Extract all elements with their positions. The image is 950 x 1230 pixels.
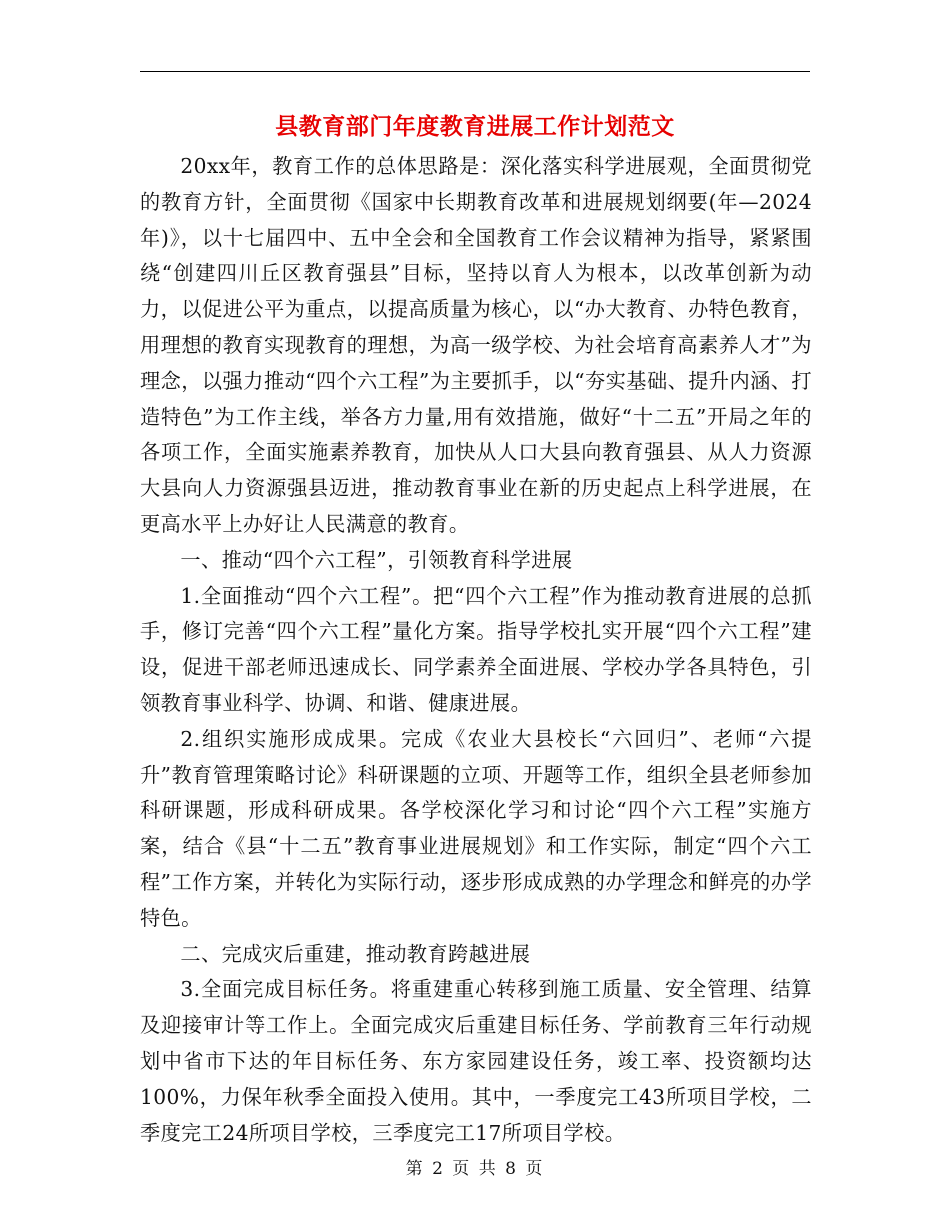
item-paragraph-3: 3.全面完成目标任务。将重建重心转移到施工质量、安全管理、结算及迎接审计等工作上。全面完成灾后重建目标任务、学前教育三年行动规划中省市下达的年目标任务、东方家园建设任务，竣工率、投资额均达100%，力保年秋季全面投入使用。其中，一季度完工43所项目学校，二季度完工24所项目学校，三季度完工17所项目学校。	[140, 977, 812, 1145]
item-paragraph-1: 1.全面推动“四个六工程”。把“四个六工程”作为推动教育进展的总抓手，修订完善“四个六工程”量化方案。指导学校扎实开展“四个六工程”建设，促进干部老师迅速成长、同学素养全面进展、学校办学各具特色，引领教育事业科学、协调、和谐、健康进展。	[140, 583, 812, 715]
document-body	[140, 149, 812, 1151]
header-rule	[140, 71, 810, 72]
document-title: 县教育部门年度教育进展工作计划范文	[275, 114, 675, 140]
section-heading-1: 一、推动“四个六工程”，引领教育科学进展	[180, 547, 573, 572]
page-number-footer: 第 2 页 共 8 页	[405, 1159, 545, 1179]
section-heading-2: 二、完成灾后重建，推动教育跨越进展	[180, 941, 531, 966]
item-paragraph-2: 2.组织实施形成成果。完成《农业大县校长“六回归”、老师“六提升”教育管理策略讨论》科研课题的立项、开题等工作，组织全县老师参加科研课题，形成科研成果。各学校深化学习和讨论“四个六工程”实施方案，结合《县“十二五”教育事业进展规划》和工作实际，制定“四个六工程”工作方案，并转化为实际行动，逐步形成成熟的办学理念和鲜亮的办学特色。	[140, 726, 812, 930]
intro-paragraph: 20xx年，教育工作的总体思路是：深化落实科学进展观，全面贯彻党的教育方针，全面贯彻《国家中长期教育改革和进展规划纲要(年—2024年)》，以十七届四中、五中全会和全国教育工作会议精神为指导，紧紧围绕“创建四川丘区教育强县”目标，坚持以育人为根本，以改革创新为动力，以促进公平为重点，以提高质量为核心，以“办大教育、办特色教育，用理想的教育实现教育的理想，为高一级学校、为社会培育高素养人才”为理念，以强力推动“四个六工程”为主要抓手，以“夯实基础、提升内涵、打造特色”为工作主线，举各方力量,用有效措施，做好“十二五”开局之年的各项工作，全面实施素养教育，加快从人口大县向教育强县、从人力资源大县向人力资源强县迈进，推动教育事业在新的历史起点上科学进展，在更高水平上办好让人民满意的教育。	[140, 154, 812, 536]
